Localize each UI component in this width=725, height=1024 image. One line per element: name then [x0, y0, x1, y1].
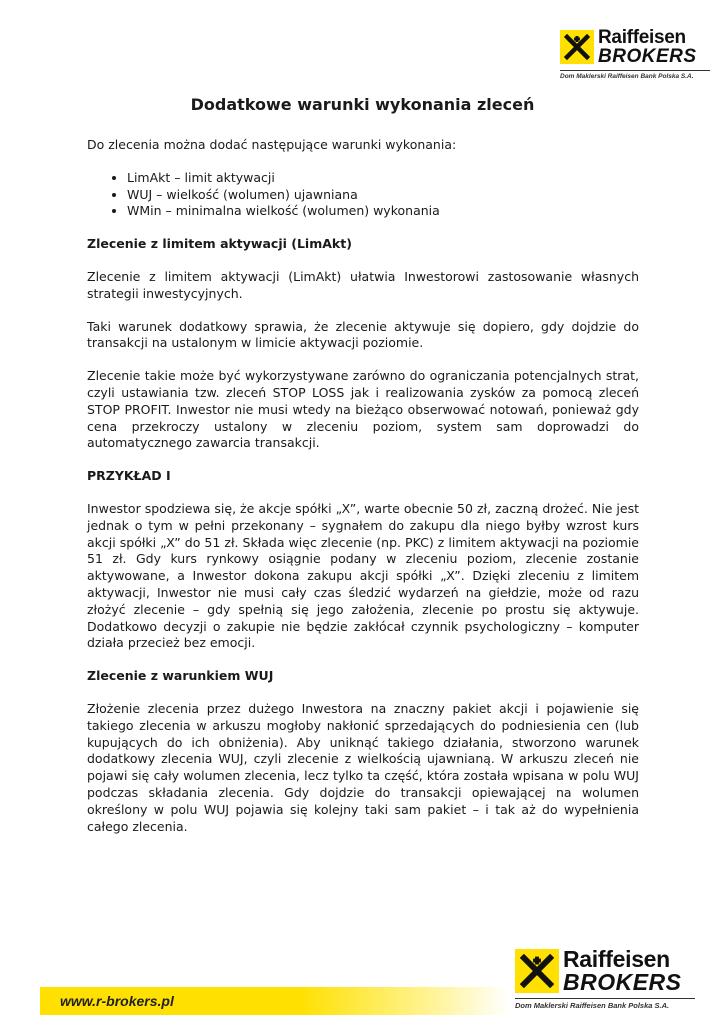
wuj-heading: Zlecenie z warunkiem WUJ: [87, 668, 274, 684]
example-heading: PRZYKŁAD I: [87, 468, 171, 484]
header-logo: [560, 28, 710, 80]
logo-tagline: Dom Maklerski Raiffeisen Bank Polska S.A.: [515, 998, 695, 1010]
raiffeisen-gable-cross-icon: [515, 949, 559, 993]
wuj-paragraph: Złożenie zlecenia przez dużego Inwestora na znaczny pakiet akcji i pojawienie się takiego zlecenia w arkuszu mogłoby nakłonić sprzedających do podniesienia cen (lub kupujących do ich obniżenia). Aby uniknąć takiego działania, stworzono warunek dodatkowy zlecenia WUJ, czyli zlecenie z wielkością ujawnianą. W arkuszu zleceń nie pojawi się cały wolumen zlecenia, lecz tylko ta część, która została wpisana w polu WUJ podczas składania zlecenia. Gdy dojdzie do transakcji opiewającej na wolumen określony w polu WUJ pojawia się kolejny taki sam pakiet – i tak aż do wypełnienia całego zlecenia.: [87, 700, 639, 834]
list-item: • LimAkt – limit aktywacji: [127, 170, 639, 187]
conditions-list: [87, 170, 639, 220]
logo-brand-name: Raiffeisen: [598, 27, 686, 48]
limakt-paragraph-1: Zlecenie z limitem aktywacji (LimAkt) ułatwia Inwestorowi zastosowanie własnych strategii inwestycyjnych.: [87, 268, 639, 301]
limakt-paragraph-3: Zlecenie takie może być wykorzystywane zarówno do ograniczania potencjalnych strat, czyli ustawiania tzw. zleceń STOP LOSS jak i realizowania zysków za pomocą zleceń STOP PROFIT. Inwestor nie musi wtedy na bieżąco obserwować notowań, ponieważ gdy cena przekroczy ustalony w zleceniu poziom, system sam doprowadzi do automatycznego zawarcia transakcji.: [87, 368, 639, 451]
page-title: Dodatkowe warunki wykonania zleceń: [190, 95, 535, 114]
limakt-paragraph-2: Taki warunek dodatkowy sprawia, że zlecenie aktywuje się dopiero, gdy dojdzie do transakcji na ustalonym w limicie aktywacji poziomie.: [87, 318, 639, 351]
document-body: [87, 137, 639, 851]
raiffeisen-gable-cross-icon: [560, 30, 594, 64]
logo-brand-name: Raiffeisen: [563, 946, 670, 972]
logo-brand-sub: BROKERS: [598, 46, 697, 67]
example-paragraph: Inwestor spodziewa się, że akcje spółki „X”, warte obecnie 50 zł, zaczną drożeć. Nie jest jednak o tym w pełni przekonany – sygnałem do zakupu dla niego byłby wzrost kurs akcji spółki „X” do 51 zł. Składa więc zlecenie (np. PKC) z limitem aktywacji na poziomie 51 zł. Gdy kurs rynkowy osiągnie podany w zleceniu poziom, zlecenie zostanie aktywowane, a Inwestor dokona zakupu akcji spółki „X”. Dzięki zleceniu z limitem aktywacji, Inwestor nie musi cały czas śledzić wydarzeń na giełdzie, może od razu złożyć zlecenie – gdy spełnią się jego założenia, zlecenie po prostu się aktywuje. Dodatkowo decyzji o zakupie nie będzie zakłócał czynnik psychologiczny – komputer działa przecież bez emocji.: [87, 500, 639, 651]
footer-logo: [515, 948, 695, 1010]
list-item: • WUJ – wielkość (wolumen) ujawniana: [127, 187, 639, 204]
intro-text: Do zlecenia można dodać następujące warunki wykonania:: [87, 137, 457, 152]
footer-url-bar: [40, 987, 510, 1015]
list-item: • WMin – minimalna wielkość (wolumen) wykonania: [127, 203, 639, 220]
logo-brand-sub: BROKERS: [563, 969, 682, 995]
footer-url-link[interactable]: www.r-brokers.pl: [60, 993, 174, 1009]
limakt-heading: Zlecenie z limitem aktywacji (LimAkt): [87, 236, 352, 252]
logo-tagline: Dom Maklerski Raiffeisen Bank Polska S.A.: [560, 70, 710, 80]
